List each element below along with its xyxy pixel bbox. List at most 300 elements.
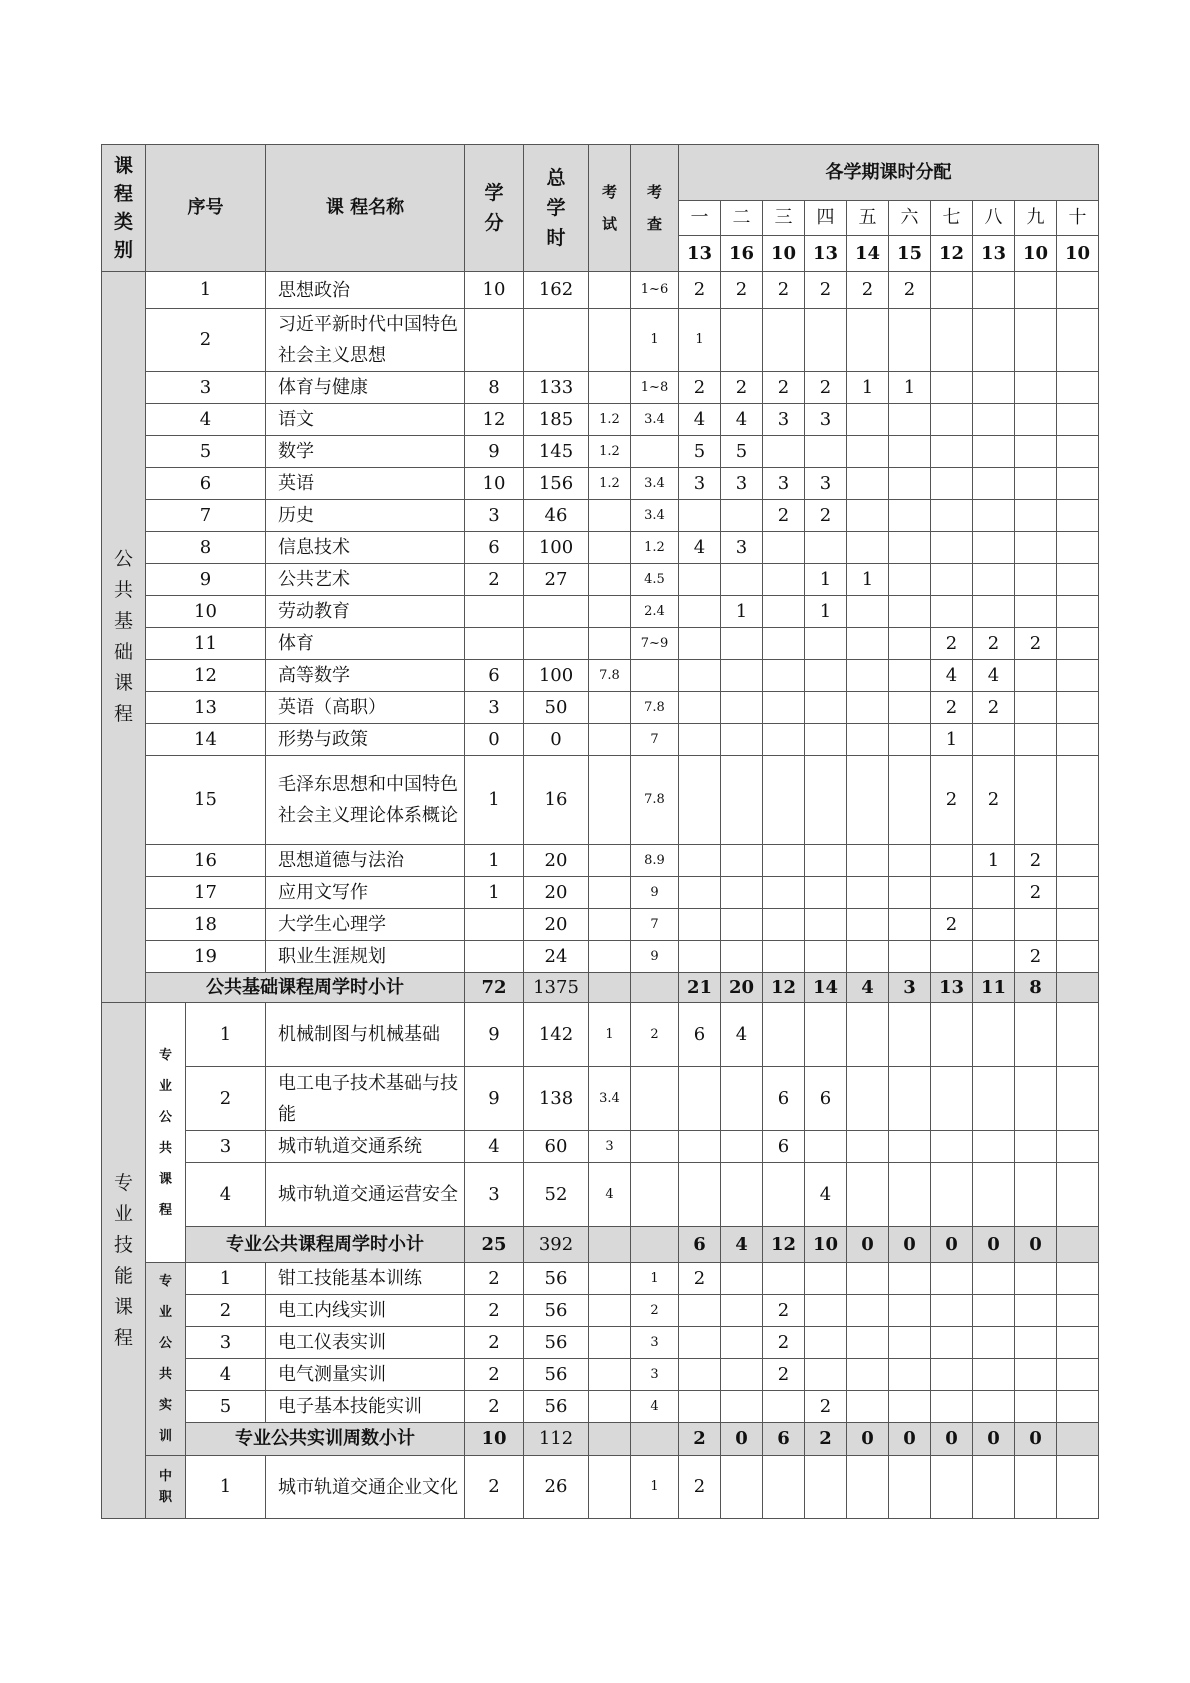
course-check: 8.9 xyxy=(631,845,679,877)
header-category xyxy=(102,145,146,272)
semester-hours xyxy=(679,909,721,941)
course-no: 10 xyxy=(146,596,266,628)
subtotal-hours: 112 xyxy=(524,1423,589,1456)
semester-hours xyxy=(931,941,973,973)
subtotal-semester: 0 xyxy=(931,1423,973,1456)
semester-hours: 3 xyxy=(763,404,805,436)
course-exam xyxy=(589,845,631,877)
subtotal-semester xyxy=(1057,1227,1099,1263)
course-check: 7 xyxy=(631,909,679,941)
course-no: 15 xyxy=(146,756,266,845)
semester-hours xyxy=(931,404,973,436)
semester-weeks: 13 xyxy=(805,236,847,272)
semester-hours xyxy=(1057,1391,1099,1423)
semester-hours xyxy=(763,941,805,973)
header-category-text: 课程类别 xyxy=(113,155,133,261)
group-secondary-vocational xyxy=(146,1456,186,1519)
semester-label: 八 xyxy=(973,201,1015,236)
semester-hours xyxy=(805,532,847,564)
semester-hours: 6 xyxy=(805,1067,847,1131)
subtotal-semester xyxy=(1057,973,1099,1003)
table-row xyxy=(102,404,1099,436)
semester-hours xyxy=(931,468,973,500)
semester-hours xyxy=(1057,692,1099,724)
semester-hours xyxy=(805,692,847,724)
subtotal-semester: 0 xyxy=(1015,1227,1057,1263)
semester-hours: 2 xyxy=(679,372,721,404)
semester-weeks: 13 xyxy=(679,236,721,272)
table-row xyxy=(102,596,1099,628)
semester-hours xyxy=(973,1067,1015,1131)
semester-hours xyxy=(847,660,889,692)
semester-hours xyxy=(805,756,847,845)
semester-hours xyxy=(847,692,889,724)
course-exam: 7.8 xyxy=(589,660,631,692)
semester-hours xyxy=(679,564,721,596)
semester-hours xyxy=(1015,1456,1057,1519)
semester-hours xyxy=(763,1263,805,1295)
semester-hours: 2 xyxy=(721,372,763,404)
semester-hours: 2 xyxy=(1015,941,1057,973)
semester-hours xyxy=(889,628,931,660)
table-row xyxy=(102,660,1099,692)
semester-hours xyxy=(847,1163,889,1227)
course-hours: 60 xyxy=(524,1131,589,1163)
semester-hours: 2 xyxy=(805,272,847,309)
table-row xyxy=(102,1391,1099,1423)
semester-hours xyxy=(889,309,931,372)
semester-hours xyxy=(721,1456,763,1519)
course-exam xyxy=(589,756,631,845)
semester-hours xyxy=(847,756,889,845)
course-exam xyxy=(589,909,631,941)
semester-hours xyxy=(889,500,931,532)
course-check: 1 xyxy=(631,1263,679,1295)
semester-hours xyxy=(1057,909,1099,941)
semester-hours xyxy=(847,941,889,973)
semester-hours: 2 xyxy=(721,272,763,309)
semester-hours xyxy=(847,1263,889,1295)
course-name: 习近平新时代中国特色社会主义思想 xyxy=(266,309,465,372)
semester-hours xyxy=(1015,1163,1057,1227)
semester-hours xyxy=(763,1163,805,1227)
course-credit xyxy=(465,628,524,660)
semester-hours xyxy=(1057,1003,1099,1067)
semester-hours xyxy=(679,1295,721,1327)
category-skill-text: 专业技能课程 xyxy=(113,1171,133,1349)
semester-hours xyxy=(1015,756,1057,845)
semester-hours xyxy=(721,564,763,596)
semester-hours xyxy=(931,877,973,909)
semester-hours xyxy=(847,877,889,909)
semester-label: 二 xyxy=(721,201,763,236)
semester-hours xyxy=(889,845,931,877)
semester-hours xyxy=(931,1163,973,1227)
course-check: 3 xyxy=(631,1359,679,1391)
semester-hours xyxy=(679,1067,721,1131)
curriculum-table xyxy=(101,144,1099,1519)
course-check: 7~9 xyxy=(631,628,679,660)
semester-hours xyxy=(721,1067,763,1131)
semester-hours xyxy=(889,1163,931,1227)
semester-hours xyxy=(805,941,847,973)
semester-hours xyxy=(973,1295,1015,1327)
semester-hours xyxy=(763,724,805,756)
semester-hours xyxy=(805,436,847,468)
course-credit: 1 xyxy=(465,877,524,909)
semester-hours: 2 xyxy=(1015,628,1057,660)
semester-hours xyxy=(805,1295,847,1327)
semester-hours xyxy=(721,660,763,692)
table-row xyxy=(102,272,1099,309)
header-check-text: 考查 xyxy=(646,183,662,233)
semester-hours xyxy=(889,877,931,909)
semester-hours xyxy=(973,1131,1015,1163)
course-check: 9 xyxy=(631,877,679,909)
semester-label: 七 xyxy=(931,201,973,236)
semester-hours xyxy=(973,909,1015,941)
semester-hours xyxy=(973,1263,1015,1295)
subtotal-semester: 4 xyxy=(721,1227,763,1263)
semester-hours xyxy=(1057,1163,1099,1227)
semester-hours xyxy=(721,500,763,532)
subtotal-credit: 10 xyxy=(465,1423,524,1456)
course-credit: 9 xyxy=(465,1003,524,1067)
course-hours xyxy=(524,628,589,660)
course-name: 电工内线实训 xyxy=(266,1295,465,1327)
semester-label: 三 xyxy=(763,201,805,236)
course-name: 城市轨道交通系统 xyxy=(266,1131,465,1163)
subtotal-check xyxy=(631,1423,679,1456)
semester-hours: 2 xyxy=(763,500,805,532)
course-check xyxy=(631,1067,679,1131)
course-hours xyxy=(524,596,589,628)
course-name: 电工仪表实训 xyxy=(266,1327,465,1359)
semester-hours xyxy=(1015,272,1057,309)
course-exam xyxy=(589,309,631,372)
semester-hours xyxy=(973,500,1015,532)
course-check: 1~8 xyxy=(631,372,679,404)
semester-hours: 1 xyxy=(889,372,931,404)
semester-hours xyxy=(1015,1295,1057,1327)
course-no: 3 xyxy=(146,372,266,404)
semester-hours xyxy=(1015,468,1057,500)
semester-hours: 2 xyxy=(679,1456,721,1519)
group-secondary-vocational-text: 中职 xyxy=(158,1469,172,1505)
course-exam xyxy=(589,941,631,973)
semester-hours xyxy=(679,941,721,973)
semester-hours xyxy=(931,564,973,596)
course-check: 1.2 xyxy=(631,532,679,564)
semester-hours xyxy=(679,1391,721,1423)
semester-hours xyxy=(1057,532,1099,564)
semester-hours: 1 xyxy=(847,564,889,596)
course-exam xyxy=(589,724,631,756)
semester-hours: 6 xyxy=(763,1067,805,1131)
course-exam: 1.2 xyxy=(589,468,631,500)
course-name: 机械制图与机械基础 xyxy=(266,1003,465,1067)
course-credit xyxy=(465,309,524,372)
subtotal-credit: 72 xyxy=(465,973,524,1003)
course-hours: 26 xyxy=(524,1456,589,1519)
semester-hours xyxy=(847,1327,889,1359)
course-exam xyxy=(589,1327,631,1359)
semester-hours: 1 xyxy=(973,845,1015,877)
semester-hours xyxy=(721,756,763,845)
semester-hours xyxy=(1015,1327,1057,1359)
semester-hours xyxy=(1057,845,1099,877)
course-hours: 20 xyxy=(524,877,589,909)
course-name: 职业生涯规划 xyxy=(266,941,465,973)
semester-hours: 3 xyxy=(805,404,847,436)
semester-hours xyxy=(847,845,889,877)
semester-hours xyxy=(721,1359,763,1391)
course-no: 1 xyxy=(186,1003,266,1067)
subtotal-semester: 8 xyxy=(1015,973,1057,1003)
course-exam: 1 xyxy=(589,1003,631,1067)
semester-hours: 1 xyxy=(679,309,721,372)
semester-hours xyxy=(973,596,1015,628)
course-exam: 1.2 xyxy=(589,436,631,468)
semester-hours xyxy=(1057,272,1099,309)
subtotal-semester: 13 xyxy=(931,973,973,1003)
course-exam xyxy=(589,1456,631,1519)
semester-hours xyxy=(931,372,973,404)
semester-hours xyxy=(931,500,973,532)
course-exam: 3.4 xyxy=(589,1067,631,1131)
semester-hours xyxy=(679,692,721,724)
course-no: 19 xyxy=(146,941,266,973)
course-check: 3.4 xyxy=(631,500,679,532)
semester-hours: 5 xyxy=(679,436,721,468)
course-no: 2 xyxy=(146,309,266,372)
semester-hours xyxy=(889,1067,931,1131)
table-row xyxy=(102,468,1099,500)
course-hours: 52 xyxy=(524,1163,589,1227)
semester-hours xyxy=(721,845,763,877)
category-skill xyxy=(102,1003,146,1519)
course-no: 3 xyxy=(186,1327,266,1359)
semester-hours xyxy=(679,1327,721,1359)
header-name: 课 程名称 xyxy=(266,145,465,272)
course-credit: 4 xyxy=(465,1131,524,1163)
semester-label: 九 xyxy=(1015,201,1057,236)
subtotal-label: 专业公共课程周学时小计 xyxy=(186,1227,465,1263)
semester-hours: 5 xyxy=(721,436,763,468)
semester-hours xyxy=(1015,724,1057,756)
course-credit: 12 xyxy=(465,404,524,436)
semester-weeks: 10 xyxy=(1057,236,1099,272)
course-credit xyxy=(465,596,524,628)
semester-hours xyxy=(721,692,763,724)
semester-hours xyxy=(889,1391,931,1423)
subtotal-check xyxy=(631,973,679,1003)
semester-hours xyxy=(931,309,973,372)
semester-hours xyxy=(1057,564,1099,596)
course-name: 思想政治 xyxy=(266,272,465,309)
semester-hours xyxy=(763,628,805,660)
course-name: 体育 xyxy=(266,628,465,660)
table-row xyxy=(102,1067,1099,1131)
semester-hours xyxy=(805,628,847,660)
course-check: 1 xyxy=(631,1456,679,1519)
header-exam-text: 考试 xyxy=(601,183,617,233)
course-name: 毛泽东思想和中国特色社会主义理论体系概论 xyxy=(266,756,465,845)
semester-hours xyxy=(721,909,763,941)
course-check: 4.5 xyxy=(631,564,679,596)
semester-hours xyxy=(889,941,931,973)
table-row xyxy=(102,1163,1099,1227)
semester-hours xyxy=(973,372,1015,404)
semester-hours xyxy=(763,532,805,564)
semester-hours xyxy=(889,909,931,941)
course-name: 英语（高职） xyxy=(266,692,465,724)
course-hours xyxy=(524,309,589,372)
group-professional-training-text: 专业公共实训 xyxy=(158,1274,172,1444)
semester-hours xyxy=(805,909,847,941)
semester-hours: 4 xyxy=(805,1163,847,1227)
table-row xyxy=(102,436,1099,468)
semester-hours xyxy=(721,628,763,660)
course-no: 16 xyxy=(146,845,266,877)
course-hours: 46 xyxy=(524,500,589,532)
semester-hours xyxy=(763,845,805,877)
semester-hours xyxy=(1057,1456,1099,1519)
course-credit: 2 xyxy=(465,1456,524,1519)
semester-hours xyxy=(679,1131,721,1163)
course-hours: 56 xyxy=(524,1359,589,1391)
course-credit xyxy=(465,909,524,941)
course-credit: 3 xyxy=(465,692,524,724)
semester-hours xyxy=(679,756,721,845)
semester-hours xyxy=(1057,1067,1099,1131)
semester-hours xyxy=(931,532,973,564)
semester-hours xyxy=(847,404,889,436)
course-check xyxy=(631,1163,679,1227)
semester-hours: 4 xyxy=(721,404,763,436)
course-name: 应用文写作 xyxy=(266,877,465,909)
table-row xyxy=(102,724,1099,756)
course-exam xyxy=(589,1295,631,1327)
semester-hours xyxy=(1057,724,1099,756)
semester-hours xyxy=(931,596,973,628)
table-row xyxy=(102,941,1099,973)
semester-hours: 6 xyxy=(763,1131,805,1163)
semester-hours xyxy=(805,1003,847,1067)
course-name: 英语 xyxy=(266,468,465,500)
semester-hours xyxy=(679,628,721,660)
semester-hours xyxy=(973,468,1015,500)
semester-hours: 1 xyxy=(847,372,889,404)
course-hours: 185 xyxy=(524,404,589,436)
semester-hours: 2 xyxy=(931,909,973,941)
semester-hours xyxy=(847,724,889,756)
course-credit: 10 xyxy=(465,272,524,309)
semester-hours xyxy=(889,1263,931,1295)
table-row xyxy=(102,1327,1099,1359)
semester-hours: 4 xyxy=(931,660,973,692)
course-name: 钳工技能基本训练 xyxy=(266,1263,465,1295)
course-hours: 27 xyxy=(524,564,589,596)
semester-hours xyxy=(1015,372,1057,404)
course-credit: 6 xyxy=(465,660,524,692)
semester-hours xyxy=(721,1327,763,1359)
semester-hours xyxy=(721,724,763,756)
semester-hours xyxy=(763,756,805,845)
course-credit: 1 xyxy=(465,845,524,877)
semester-hours xyxy=(763,877,805,909)
semester-hours xyxy=(1057,1327,1099,1359)
subtotal-semester: 12 xyxy=(763,973,805,1003)
semester-hours xyxy=(973,532,1015,564)
subtotal-row xyxy=(102,973,1099,1003)
semester-hours: 2 xyxy=(679,1263,721,1295)
course-check xyxy=(631,660,679,692)
course-name: 信息技术 xyxy=(266,532,465,564)
subtotal-semester: 2 xyxy=(679,1423,721,1456)
semester-hours xyxy=(931,1131,973,1163)
subtotal-exam xyxy=(589,1423,631,1456)
semester-hours xyxy=(805,1131,847,1163)
subtotal-label: 专业公共实训周数小计 xyxy=(186,1423,465,1456)
semester-hours xyxy=(931,845,973,877)
course-check: 7.8 xyxy=(631,756,679,845)
course-credit: 3 xyxy=(465,1163,524,1227)
table-row xyxy=(102,564,1099,596)
course-name: 体育与健康 xyxy=(266,372,465,404)
semester-hours xyxy=(889,404,931,436)
subtotal-row xyxy=(102,1227,1099,1263)
course-exam xyxy=(589,500,631,532)
semester-hours xyxy=(1015,532,1057,564)
semester-hours xyxy=(847,1295,889,1327)
semester-hours xyxy=(679,660,721,692)
semester-hours xyxy=(889,724,931,756)
semester-hours: 2 xyxy=(889,272,931,309)
course-exam xyxy=(589,564,631,596)
semester-hours xyxy=(889,596,931,628)
table-row xyxy=(102,1131,1099,1163)
semester-hours xyxy=(889,468,931,500)
semester-hours: 4 xyxy=(721,1003,763,1067)
course-no: 3 xyxy=(186,1131,266,1163)
semester-hours xyxy=(1057,1131,1099,1163)
course-credit: 2 xyxy=(465,1263,524,1295)
semester-hours xyxy=(721,941,763,973)
course-name: 数学 xyxy=(266,436,465,468)
semester-hours: 2 xyxy=(973,756,1015,845)
course-hours: 24 xyxy=(524,941,589,973)
semester-hours xyxy=(973,941,1015,973)
course-name: 电子基本技能实训 xyxy=(266,1391,465,1423)
course-check: 3.4 xyxy=(631,468,679,500)
header-check xyxy=(631,145,679,272)
course-credit: 2 xyxy=(465,1391,524,1423)
semester-hours: 3 xyxy=(763,468,805,500)
semester-hours xyxy=(973,404,1015,436)
header-index: 序号 xyxy=(146,145,266,272)
course-credit: 0 xyxy=(465,724,524,756)
course-hours: 133 xyxy=(524,372,589,404)
course-exam: 4 xyxy=(589,1163,631,1227)
semester-hours xyxy=(805,845,847,877)
semester-hours: 2 xyxy=(973,628,1015,660)
semester-hours: 3 xyxy=(805,468,847,500)
semester-hours xyxy=(889,692,931,724)
course-no: 2 xyxy=(186,1295,266,1327)
header-semester-title: 各学期课时分配 xyxy=(679,145,1099,201)
semester-hours xyxy=(847,628,889,660)
